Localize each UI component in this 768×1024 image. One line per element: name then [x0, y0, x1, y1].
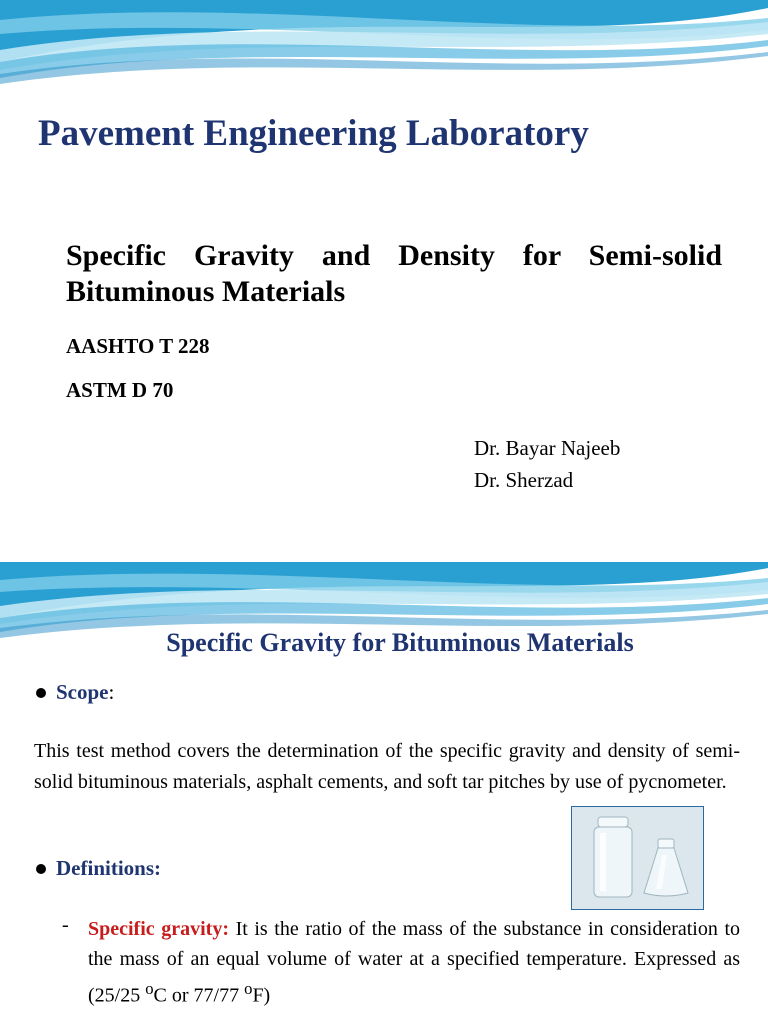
specific-gravity-definition	[88, 914, 740, 1011]
degree-symbol: o	[145, 979, 154, 998]
specific-gravity-text-mid: C or 77/77	[153, 984, 245, 1007]
scope-colon: :	[108, 680, 115, 704]
slide-title: Specific Gravity for Bituminous Materials	[166, 628, 634, 657]
definitions-bullet	[36, 856, 161, 881]
author-2: Dr. Sherzad	[474, 468, 574, 492]
definition-dash: -	[62, 914, 69, 936]
specific-gravity-text: It is the ratio of the mass of the substance in consideration to the mass of an equal volume of water at a specified temperature. Expressed as (25/25	[88, 918, 740, 1007]
specific-gravity-text-end: F)	[252, 984, 271, 1007]
specific-gravity-term: Specific gravity:	[88, 918, 229, 940]
bullet-icon	[36, 864, 46, 874]
standard-aashto: AASHTO T 228	[66, 334, 210, 358]
bullet-icon	[36, 688, 46, 698]
pycnometer-image	[571, 806, 704, 910]
slide-title: Pavement Engineering Laboratory	[38, 113, 589, 154]
degree-symbol: o	[244, 979, 253, 998]
scope-paragraph: This test method covers the determination of the specific gravity and density of semi-solid bituminous materials, asphalt cements, and soft tar pitches by use of pycnometer.	[34, 740, 740, 793]
author-1: Dr. Bayar Najeeb	[474, 436, 621, 460]
standard-astm: ASTM D 70	[66, 378, 174, 402]
document-subtitle: Specific Gravity and Density for Semi-solid Bituminous Materials	[66, 239, 722, 308]
scope-bullet	[36, 680, 114, 705]
wave-header-decoration	[0, 0, 768, 100]
scope-label: Scope	[56, 680, 109, 704]
definitions-label: Definitions:	[56, 856, 161, 880]
content-slide	[0, 562, 768, 1024]
